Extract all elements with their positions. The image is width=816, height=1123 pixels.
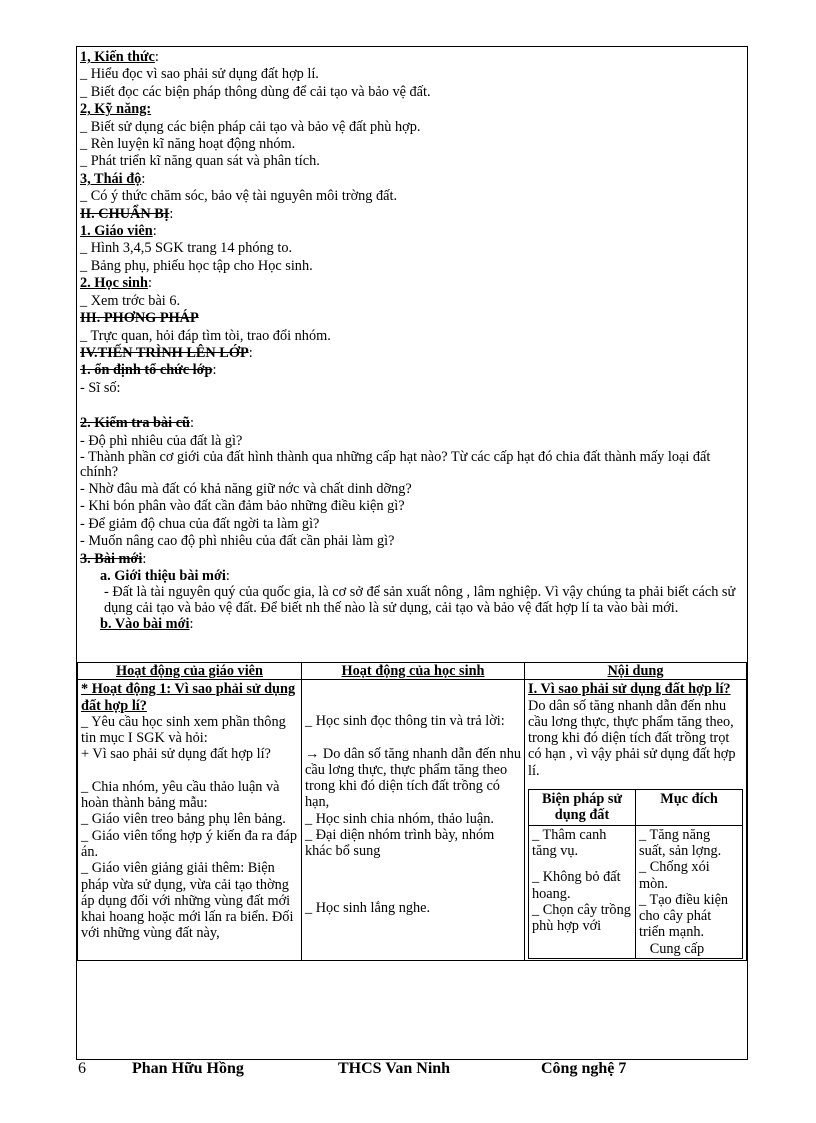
- purpose-item: _ Tạo điều kiện cho cây phát triển mạnh.: [639, 891, 729, 941]
- giao-vien-item: _ Hình 3,4,5 SGK trang 14 phóng to.: [80, 240, 293, 257]
- student-line: _ Học sinh lắng nghe.: [305, 899, 431, 916]
- purpose-item: _ Tăng năng suất, sản lợng.: [639, 826, 722, 859]
- heading-kien-thuc: 1, Kiến thức:: [80, 49, 159, 65]
- heading-ky-nang: 2, Kỹ năng:: [80, 101, 152, 118]
- teacher-line: _ Giáo viên treo bảng phụ lên bảng.: [81, 811, 286, 828]
- kien-thuc-item: _ Hiểu đọc vì sao phải sử dụng đất hợp lí.: [80, 66, 319, 83]
- heading-phuong-phap: III. PHƠNG PHÁP: [80, 310, 199, 327]
- blank-line: [305, 730, 521, 746]
- measures-cell: [529, 825, 636, 958]
- teacher-line: + Vì sao phải sử dụng đất hợp lí?: [81, 746, 271, 763]
- content-title: I. Vì sao phải sử dụng đất hợp lí?: [528, 681, 731, 698]
- kiem-tra-item: - Để giảm độ chua của đất ngời ta làm gì?: [80, 515, 320, 532]
- measures-header-row: [529, 790, 743, 826]
- content-cell: [525, 680, 747, 961]
- teacher-line: _ Yêu cầu học sinh xem phần thông tin mục I SGK và hỏi:: [81, 713, 286, 747]
- ky-nang-item: _ Biết sử dụng các biện pháp cải tạo và bảo vệ đất phù hợp.: [80, 118, 421, 135]
- kiem-tra-item: - Thành phần cơ giới của đất hình thành qua những cấp hạt nào? Từ các cấp hạt đó chia đất thành mấy loại đất chính?: [80, 448, 711, 481]
- thai-do-item: _ Có ý thức chăm sóc, bảo vệ tài nguyên môi trờng đất.: [80, 188, 398, 205]
- measures-table: [528, 789, 743, 959]
- student-activity-cell: [302, 680, 525, 961]
- heading-gioi-thieu: a. Giới thiệu bài mới:: [100, 567, 230, 584]
- kiem-tra-item: - Muốn nâng cao độ phì nhiêu của đất cần phải làm gì?: [80, 533, 395, 550]
- measure-item: _ Không bỏ đất hoang.: [532, 869, 621, 902]
- heading-giao-vien: 1. Giáo viên:: [80, 223, 157, 240]
- purpose-item: Cung cấp: [639, 940, 705, 957]
- table-row: [78, 680, 747, 961]
- gioi-thieu-text: - Đất là tài nguyên quý của quốc gia, là cơ sở để sản xuất nông , lâm nghiệp. Vì vậy chúng ta phải biết cách sử dụng cải tạo và bảo vệ đất. Để biết nh thế nào là sử dụng, cải tạo và bảo vệ đất hợp lí ta vào bài mới.: [104, 584, 736, 616]
- student-line: → Do dân số tăng nhanh dẫn đến nhu cầu lơng thực, thực phẩm tăng theo trong khi đó diện tích đất trồng có hạn,: [305, 745, 522, 811]
- kiem-tra-item: - Nhờ đâu mà đất có khả năng giữ nớc và chất dinh dỡng?: [80, 480, 412, 497]
- kiem-tra-item: - Khi bón phân vào đất cần đảm bảo những điều kiện gì?: [80, 498, 405, 515]
- blank-line: [80, 397, 744, 415]
- phuong-phap-item: _ Trực quan, hỏi đáp tìm tòi, trao đổi nhóm.: [80, 327, 331, 344]
- measure-item: _ Thâm canh tăng vụ.: [532, 826, 607, 859]
- on-dinh-item: - Sĩ số:: [80, 379, 121, 396]
- heading-tien-trinh: IV.TIẾN TRÌNH LÊN LỚP:: [80, 344, 253, 361]
- activity-table: [77, 662, 747, 961]
- blank-line: [532, 859, 632, 869]
- teacher-line: _ Chia nhóm, yêu cầu thảo luận và hoàn thành bảng mẫu:: [81, 778, 280, 812]
- header-student: Hoạt động của học sinh: [302, 663, 525, 680]
- student-line: _ Học sinh chia nhóm, thảo luận.: [305, 810, 495, 827]
- ky-nang-item: _ Phát triển kĩ năng quan sát và phân tích.: [80, 153, 320, 170]
- header-teacher: Hoạt động của giáo viên: [78, 663, 302, 680]
- heading-kiem-tra: 2. Kiểm tra bài cũ:: [80, 415, 194, 432]
- blank-line: [305, 860, 521, 900]
- purpose-cell: [636, 825, 743, 958]
- kien-thuc-item: _ Biết đọc các biện pháp thông dùng để cải tạo và bảo vệ đất.: [80, 83, 431, 100]
- measures-header: Biện pháp sử dụng đất: [529, 790, 636, 826]
- student-line: _ Học sinh đọc thông tin và trả lời:: [305, 713, 505, 730]
- teacher-line: _ Giáo viên giảng giải thêm: Biện pháp vừa sử dụng, vừa cải tạo thờng áp dụng đối với những vùng đất mới khai hoang hoặc mới lấn ra biển. Đối với những vùng đất này,: [81, 860, 294, 942]
- page-frame: [76, 46, 748, 1060]
- lesson-plan-body: [77, 47, 747, 634]
- giao-vien-item: _ Bảng phụ, phiếu học tập cho Học sinh.: [80, 257, 313, 274]
- table-header-row: [78, 663, 747, 680]
- teacher-activity-cell: [78, 680, 302, 961]
- heading-thai-do: 3, Thái độ:: [80, 170, 146, 187]
- kiem-tra-item: - Độ phì nhiêu của đất là gì?: [80, 432, 243, 449]
- heading-vao-bai: b. Vào bài mới:: [100, 616, 194, 633]
- teacher-line: _ Giáo viên tổng hợp ý kiến đa ra đáp án.: [81, 827, 298, 860]
- purpose-item: _ Chống xói mòn.: [639, 859, 710, 892]
- blank-line: [305, 681, 521, 713]
- purpose-header: Mục đích: [636, 790, 743, 826]
- header-content: Nội dung: [525, 663, 747, 680]
- footer-subject: Công nghệ 7: [541, 1060, 627, 1077]
- hoc-sinh-item: _ Xem trớc bài 6.: [80, 292, 181, 309]
- footer-school: THCS Van Ninh: [338, 1060, 451, 1077]
- page-number: 6: [78, 1060, 86, 1077]
- activity-title: * Hoạt động 1: Vì sao phải sử dụng đất hợp lí?: [81, 681, 296, 714]
- heading-bai-moi: 3. Bài mới:: [80, 550, 147, 567]
- blank-line: [81, 763, 298, 779]
- measure-item: _ Chọn cây trồng phù hợp với: [532, 901, 631, 935]
- heading-hoc-sinh: 2. Học sinh:: [80, 275, 152, 292]
- heading-chuan-bi: II. CHUẨN BỊ:: [80, 205, 174, 222]
- ky-nang-item: _ Rèn luyện kĩ năng hoạt động nhóm.: [80, 136, 296, 153]
- footer-author: Phan Hữu Hồng: [132, 1060, 244, 1077]
- heading-on-dinh: 1. ổn định tổ chức lớp:: [80, 362, 217, 379]
- student-line: _ Đại diện nhóm trình bày, nhóm khác bổ sung: [305, 827, 495, 860]
- measures-row: [529, 825, 743, 958]
- content-text: Do dân số tăng nhanh dẫn đến nhu cầu lơng thực, thực phẩm tăng theo, trong khi đó diện tích đất trồng trọt có hạn , vì vậy phải sử dụng đất hợp lí.: [528, 697, 736, 779]
